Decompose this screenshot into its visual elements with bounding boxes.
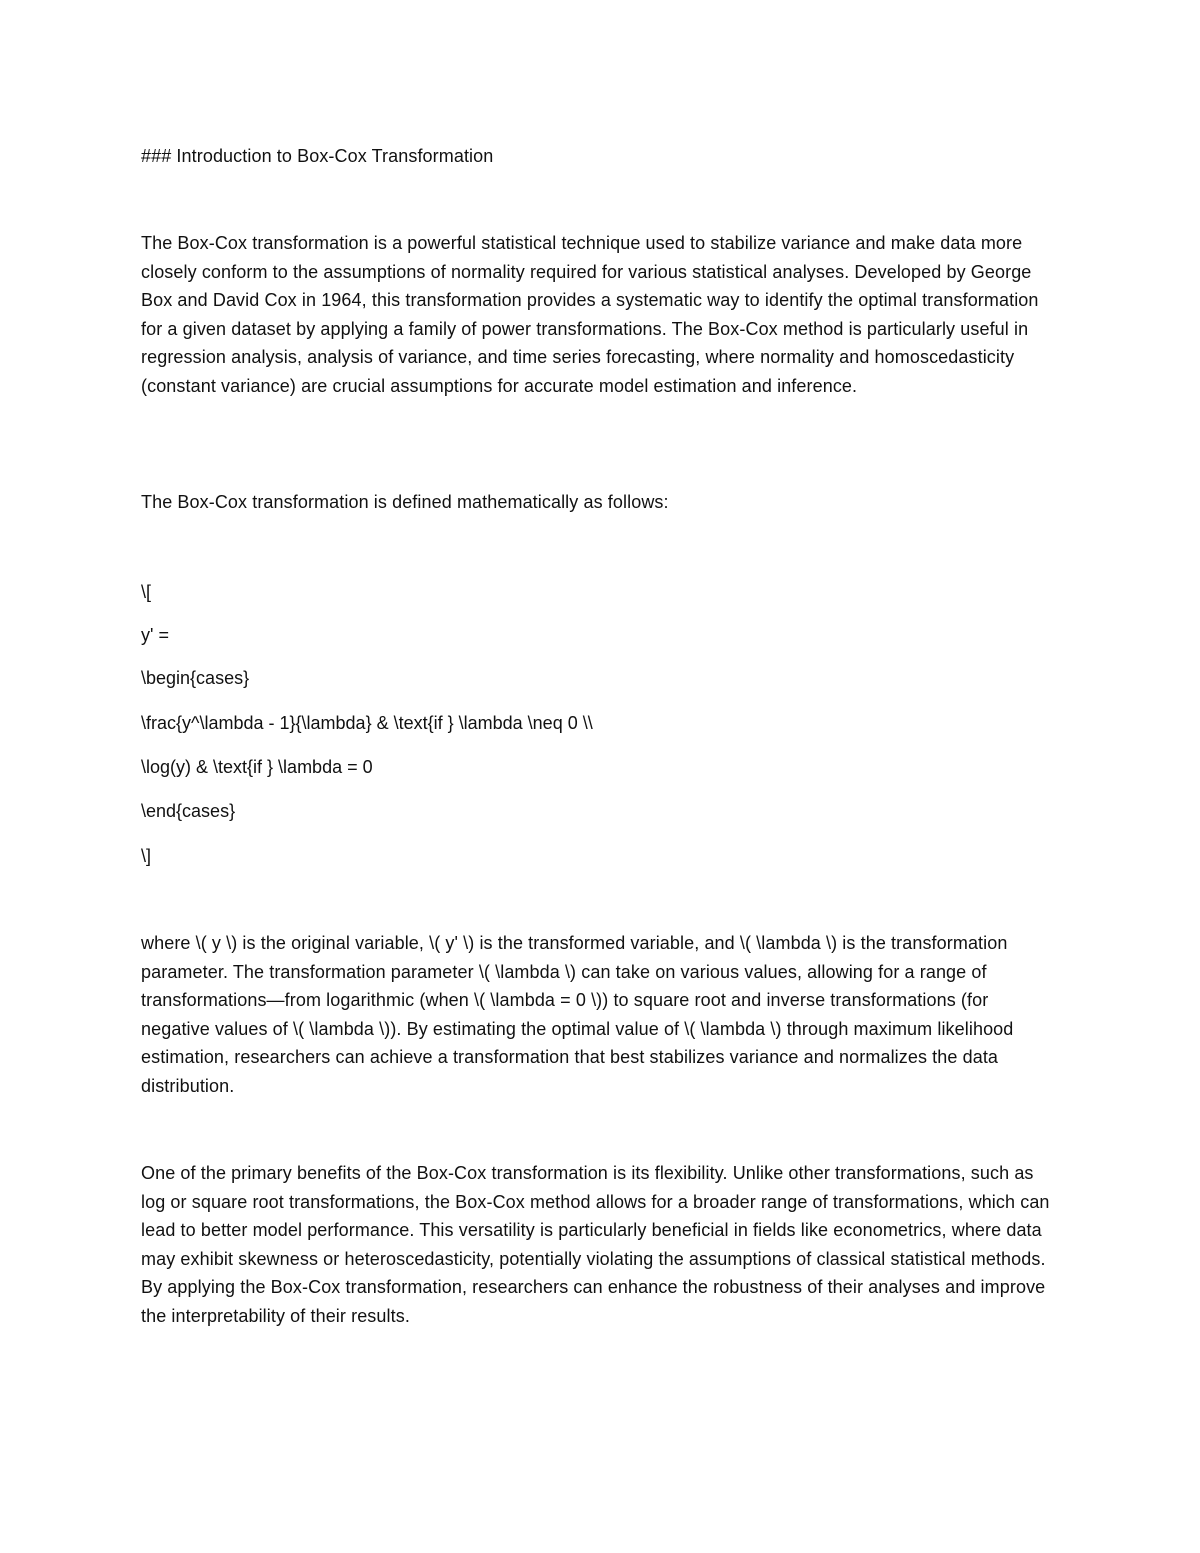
where-paragraph: where \( y \) is the original variable, \( y' \) is the transformed variable, and \( \lambda \) is the transformation parameter. The transformation parameter \( \lambda \) can take on various values, allowing for a range of transformations—from logarithmic (when \( \lambda = 0 \)) to square root and inverse transformations (for negative values of \( \lambda \)). By estimating the optimal value of \( \lambda \) through maximum likelihood estimation, researchers can achieve a transformation that best stabilizes variance and normalizes the data distribution. [141, 933, 1014, 1096]
equation-line-4: \frac{y^\lambda - 1}{\lambda} & \text{if } \lambda \neq 0 \\ [141, 713, 593, 733]
definition-intro-line: The Box-Cox transformation is defined mathematically as follows: [141, 492, 669, 512]
document-heading: ### Introduction to Box-Cox Transformation [141, 146, 494, 166]
equation-line-7: \] [141, 846, 152, 866]
equation-line-5: \log(y) & \text{if } \lambda = 0 [141, 757, 373, 777]
equation-line-6: \end{cases} [141, 801, 236, 821]
intro-paragraph: The Box-Cox transformation is a powerful statistical technique used to stabilize variance and make data more closely conform to the assumptions of normality required for various statistical analyses. Developed by George Box and David Cox in 1964, this transformation provides a systematic way to identify the optimal transformation for a given dataset by applying a family of power transformations. The Box-Cox method is particularly useful in regression analysis, analysis of variance, and time series forecasting, where normality and homoscedasticity (constant variance) are crucial assumptions for accurate model estimation and inference. [141, 233, 1039, 396]
benefits-paragraph: One of the primary benefits of the Box-Cox transformation is its flexibility. Unlike other transformations, such as log or square root transformations, the Box-Cox method allows for a broader range of transformations, which can lead to better model performance. This versatility is particularly beneficial in fields like econometrics, where data may exhibit skewness or heteroscedasticity, potentially violating the assumptions of classical statistical methods. By applying the Box-Cox transformation, researchers can enhance the robustness of their analyses and improve the interpretability of their results. [141, 1163, 1050, 1326]
equation-line-2: y' = [141, 625, 169, 645]
equation-line-1: \[ [141, 582, 152, 602]
equation-line-3: \begin{cases} [141, 668, 250, 688]
